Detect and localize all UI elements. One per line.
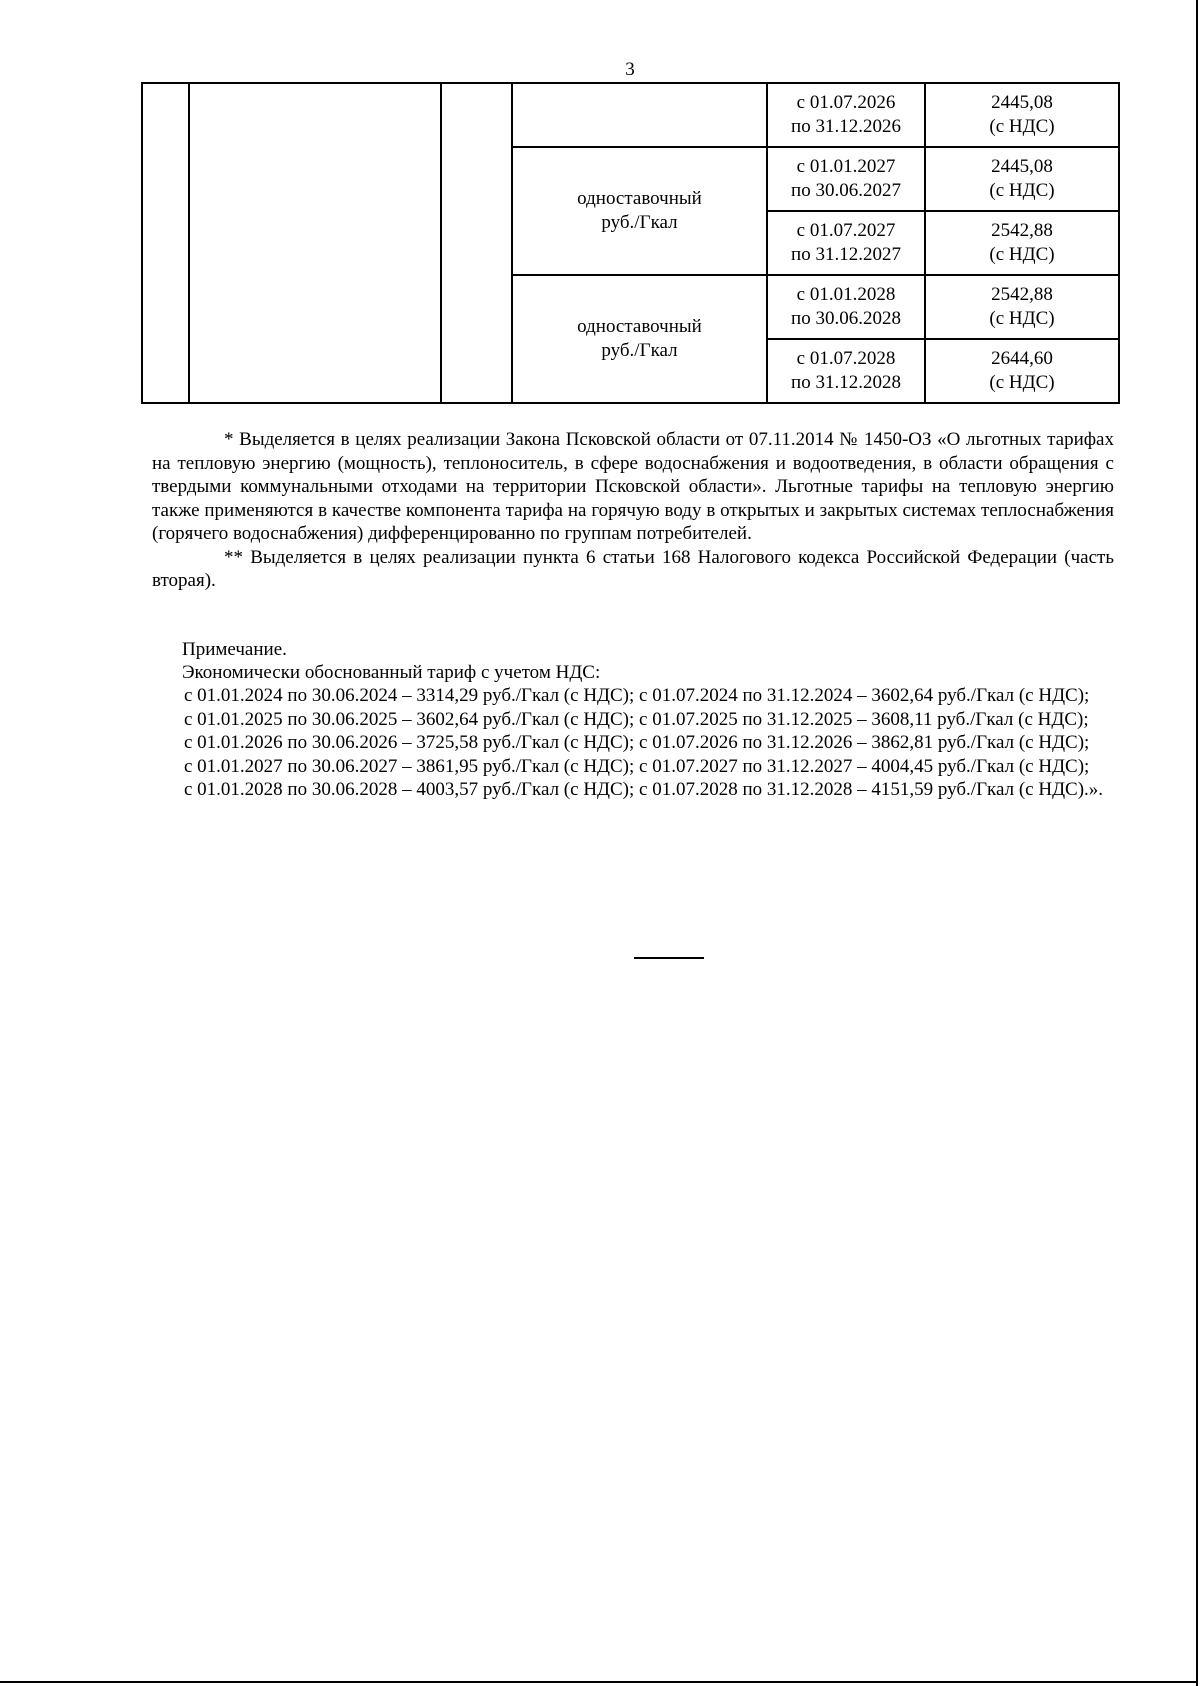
footnote-double-asterisk: ** Выделяется в целях реализации пункта 6 статьи 168 Налогового кодекса Российской Федерации (часть вторая). [152, 546, 1114, 591]
list-item: с 01.01.2026 по 30.06.2026 – 3725,58 руб./Гкал (с НДС); с 01.07.2026 по 31.12.2026 – 3862,81 руб./Гкал (с НДС); [184, 732, 1090, 753]
vat-label: (с НДС) [989, 372, 1055, 393]
vat-label: (с НДС) [989, 244, 1055, 265]
table-cell-rate-type [512, 275, 767, 403]
period-to: по 30.06.2027 [791, 180, 901, 201]
table-cell-value [925, 147, 1119, 211]
page-border-bottom [0, 1681, 1198, 1683]
list-item: с 01.01.2028 по 30.06.2028 – 4003,57 руб./Гкал (с НДС); с 01.07.2028 по 31.12.2028 – 4151,59 руб./Гкал (с НДС).». [184, 779, 1104, 800]
table-cell-value [925, 83, 1119, 147]
page-border-right [1196, 0, 1198, 1686]
period-to: по 31.12.2027 [791, 244, 901, 265]
period-to: по 30.06.2028 [791, 308, 901, 329]
table-row [142, 83, 1119, 147]
period-to: по 31.12.2028 [791, 372, 901, 393]
note-intro: Экономически обоснованный тариф с учетом НДС: [182, 662, 601, 683]
table-cell-value [925, 211, 1119, 275]
period-from: с 01.07.2027 [796, 220, 896, 241]
table-cell-empty [441, 83, 512, 403]
table-cell-rate-type [512, 83, 767, 147]
table-cell-value [925, 339, 1119, 403]
end-separator-line [634, 957, 704, 959]
table-cell-period [767, 83, 925, 147]
economic-tariff-list [152, 684, 1114, 802]
table-cell-rate-type [512, 147, 767, 275]
tariff-value: 2445,08 [991, 156, 1053, 177]
period-to: по 31.12.2026 [791, 116, 901, 137]
tariff-value: 2644,60 [991, 348, 1053, 369]
rate-type-unit: руб./Гкал [601, 340, 678, 361]
list-item: с 01.01.2024 по 30.06.2024 – 3314,29 руб./Гкал (с НДС); с 01.07.2024 по 31.12.2024 – 3602,64 руб./Гкал (с НДС); [184, 685, 1090, 706]
tariff-value: 2542,88 [991, 284, 1053, 305]
tariff-table [141, 82, 1120, 404]
vat-label: (с НДС) [989, 308, 1055, 329]
table-cell-empty [142, 83, 189, 403]
note-title: Примечание. [182, 639, 287, 660]
vat-label: (с НДС) [989, 116, 1055, 137]
tariff-value: 2445,08 [991, 92, 1053, 113]
table-cell-period [767, 211, 925, 275]
table-cell-period [767, 275, 925, 339]
table-cell-period [767, 339, 925, 403]
rate-type-name: одноставочный [577, 316, 702, 337]
page-number: 3 [625, 59, 635, 80]
list-item: с 01.01.2025 по 30.06.2025 – 3602,64 руб./Гкал (с НДС); с 01.07.2025 по 31.12.2025 – 3608,11 руб./Гкал (с НДС); [184, 708, 1089, 730]
period-from: с 01.07.2026 [796, 92, 896, 113]
period-from: с 01.07.2028 [796, 348, 896, 369]
table-cell-value [925, 275, 1119, 339]
footnote-single-asterisk: * Выделяется в целях реализации Закона Псковской области от 07.11.2014 № 1450-ОЗ «О льготных тарифах на тепловую энергию (мощность), теплоноситель, в сфере водоснабжения и водоотведения, в области обращения с твердыми коммунальными отходами на территории Псковской области». Льготные тарифы на тепловую энергию также применяются в качестве компонента тарифа на горячую воду в открытых и закрытых системах теплоснабжения (горячего водоснабжения) дифференцированно по группам потребителей. [152, 429, 1114, 544]
rate-type-unit: руб./Гкал [601, 212, 678, 233]
period-from: с 01.01.2027 [796, 156, 896, 177]
table-cell-period [767, 147, 925, 211]
rate-type-name: одноставочный [577, 188, 702, 209]
period-from: с 01.01.2028 [796, 284, 896, 305]
table-cell-empty [189, 83, 441, 403]
footnotes [152, 428, 1114, 593]
tariff-value: 2542,88 [991, 220, 1053, 241]
list-item: с 01.01.2027 по 30.06.2027 – 3861,95 руб./Гкал (с НДС); с 01.07.2027 по 31.12.2027 – 4004,45 руб./Гкал (с НДС); [184, 755, 1090, 777]
vat-label: (с НДС) [989, 180, 1055, 201]
